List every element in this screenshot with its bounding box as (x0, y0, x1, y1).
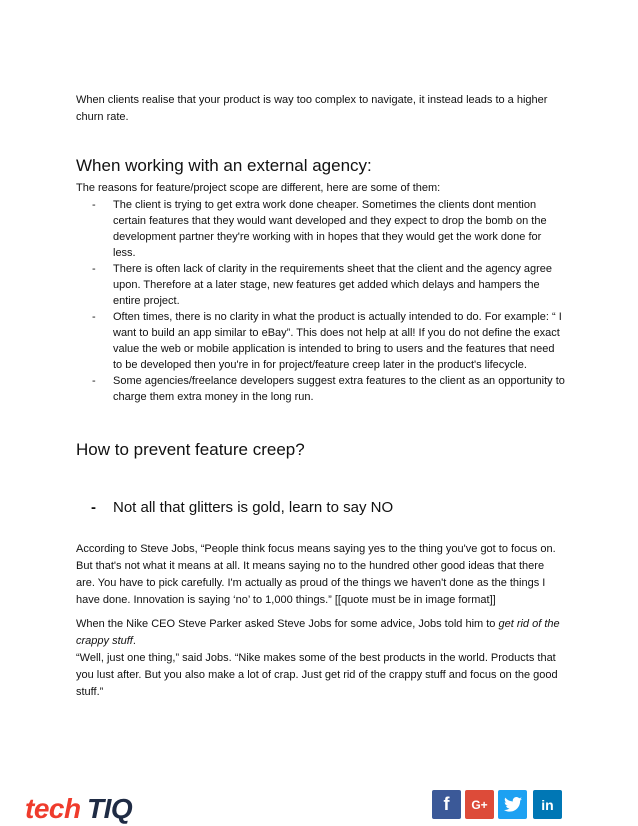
bullet-text: Some agencies/freelance developers suggest extra features to the client as an opportunity to charge them extra money in the long run. (113, 375, 565, 403)
nike-emphasis: get rid of the crappy stuff (76, 618, 560, 647)
google-plus-icon[interactable]: G+ (465, 790, 494, 819)
logo-tech-text: tech (25, 793, 81, 824)
bullet-text: There is often lack of clarity in the requirements sheet that the client and the agency agree upon. Therefore at a later stage, new features get added which delays and hampers the entire project. (113, 263, 553, 307)
linkedin-icon[interactable]: in (533, 790, 562, 819)
twitter-bird-icon (504, 797, 522, 812)
subheading-text: Not all that glitters is gold, learn to say NO (113, 499, 394, 516)
dash-marker: - (92, 311, 96, 323)
jobs-quote-paragraph: According to Steve Jobs, “People think focus means saying yes to the thing you've got to focus on. But that's not what it means at all. It means saying no to the hundred other good ideas that there are. You have to pick carefully. I'm actually as proud of the things we haven't done as the things I have done. Innovation is saying ‘no’ to 1,000 things.” [[quote must be in image format]] (76, 543, 556, 606)
logo-tiq-text: TIQ (87, 793, 133, 824)
twitter-icon[interactable] (498, 790, 527, 819)
bullet-text: The client is trying to get extra work done cheaper. Sometimes the clients dont mention certain features that they would want developed and they expect to drop the bomb on the development partner they're working with in hopes that they would get the work done for less. (113, 199, 547, 259)
dash-marker: - (92, 263, 96, 275)
agency-bullet-list (76, 197, 566, 405)
list-item (76, 197, 566, 261)
list-item (76, 261, 566, 309)
nike-end: . (132, 635, 136, 647)
agency-lead: The reasons for feature/project scope are different, here are some of them: (76, 182, 441, 194)
dash-marker: - (92, 199, 96, 211)
prevent-heading: How to prevent feature creep? (76, 440, 305, 459)
intro-paragraph: When clients realise that your product is way too complex to navigate, it instead leads to a higher churn rate. (76, 94, 548, 123)
nike-quote: “Well, just one thing,” said Jobs. “Nike makes some of the best products in the world. Products that you lust after. But you also make a lot of crap. Just get rid of the crappy stuff and focus on the good stuff.” (76, 652, 558, 698)
list-item (76, 309, 566, 373)
nike-intro: When the Nike CEO Steve Parker asked Steve Jobs for some advice, Jobs told him to (76, 618, 499, 630)
dash-marker: - (91, 499, 96, 516)
prevent-subheading (91, 498, 393, 518)
nike-paragraph (76, 616, 566, 650)
bullet-text: Often times, there is no clarity in what the product is actually intended to do. For example: “ I want to build an app similar to eBay”. This does not help at all! If you do not define the exact value the web or mobile application is intended to bring to users and the features that need to be developed then you're in for project/feature creep later in the product's lifecycle. (113, 311, 562, 371)
dash-marker: - (92, 375, 96, 387)
list-item (76, 373, 566, 405)
facebook-icon[interactable]: f (432, 790, 461, 819)
agency-heading: When working with an external agency: (76, 156, 372, 175)
